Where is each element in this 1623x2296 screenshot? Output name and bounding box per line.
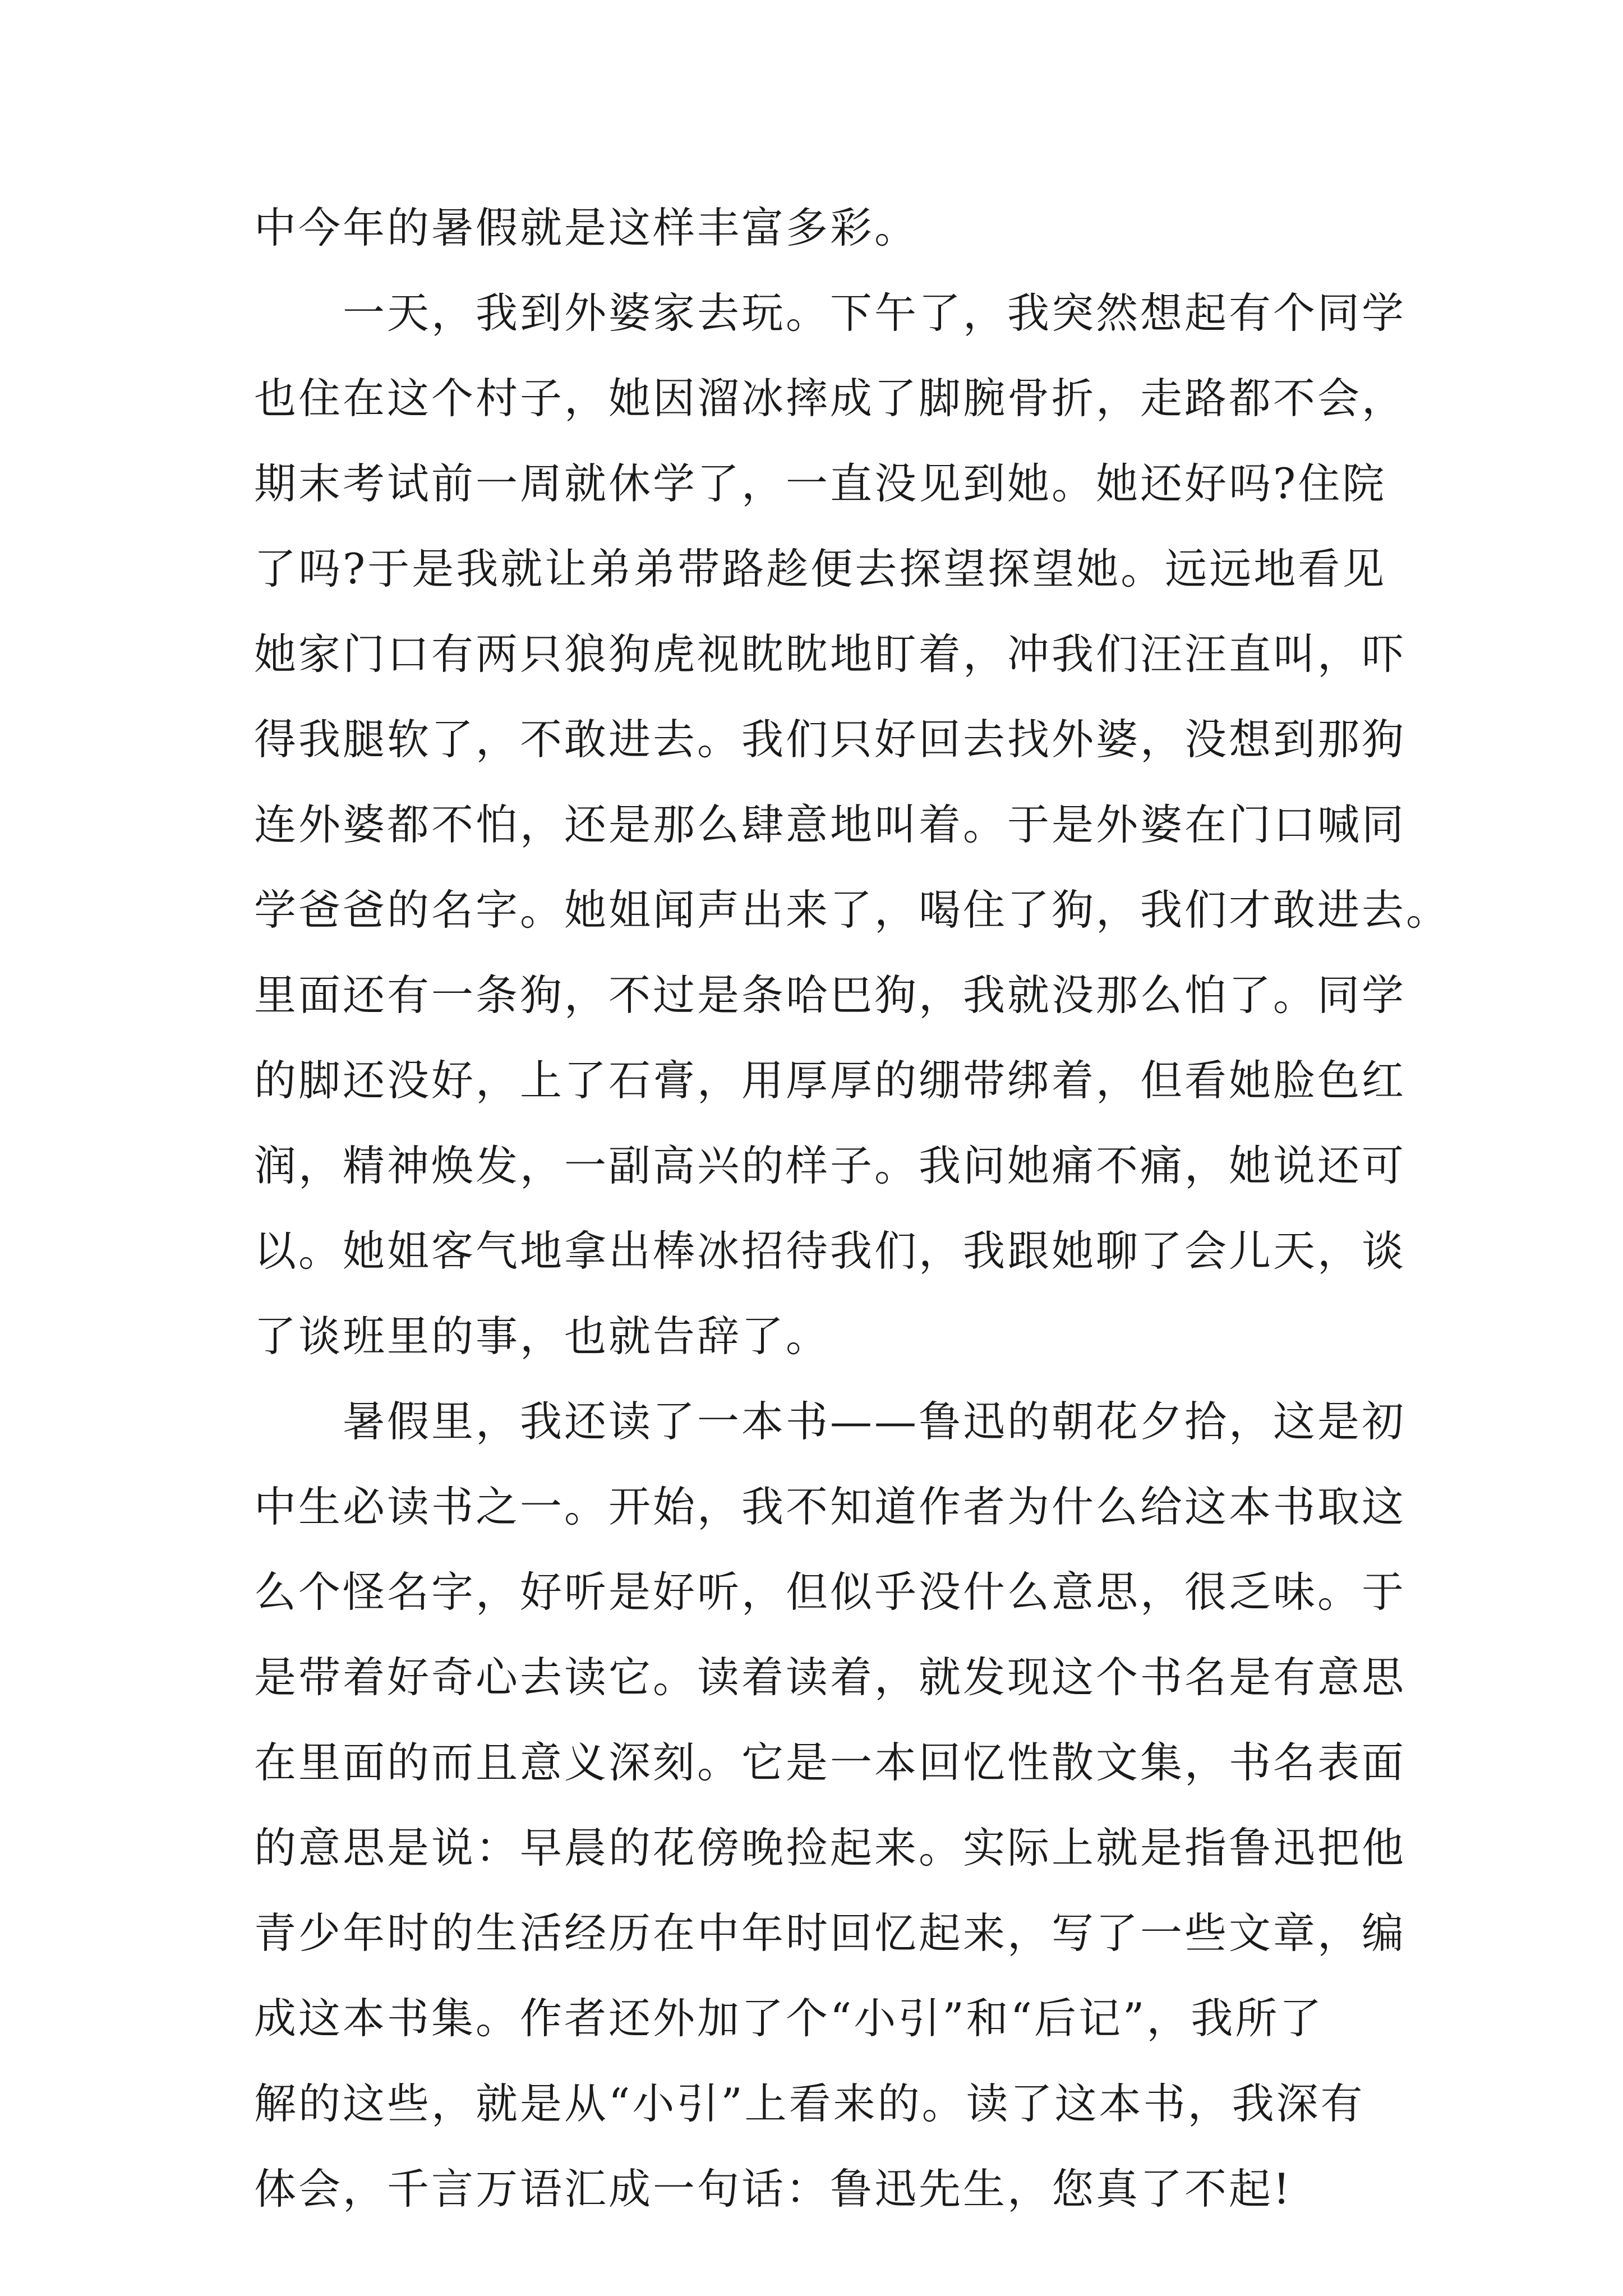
text-line: 一天，我到外婆家去玩。下午了，我突然想起有个同学 [254,288,1407,338]
paragraph-1 [254,185,1387,270]
text-line: 润，精神焕发，一副高兴的样子。我问她痛不痛，她说还可 [254,1141,1407,1190]
text-line: 青少年时的生活经历在中年时回忆起来，写了一些文章，编 [254,1908,1407,1958]
text-line: 她家门口有两只狼狗虎视眈眈地盯着，冲我们汪汪直叫，吓 [254,629,1407,679]
text-line: 中今年的暑假就是这样丰富多彩。 [254,203,919,252]
text-line: 的脚还没好，上了石膏，用厚厚的绷带绑着，但看她脸色红 [254,1056,1407,1105]
text-line: 暑假里，我还读了一本书——鲁迅的朝花夕拾，这是初 [254,1397,1407,1446]
text-line: 里面还有一条狗，不过是条哈巴狗，我就没那么怕了。同学 [254,970,1407,1020]
text-line: 解的这些，就是从“小引”上看来的。读了这本书，我深有 [254,2079,1365,2128]
text-line: 期末考试前一周就休学了，一直没见到她。她还好吗?住院 [254,459,1387,508]
text-line: 了吗?于是我就让弟弟带路趁便去探望探望她。远远地看见 [254,544,1387,593]
text-line: 连外婆都不怕，还是那么肆意地叫着。于是外婆在门口喊同 [254,800,1407,849]
text-line: 以。她姐客气地拿出棒冰招待我们，我跟她聊了会儿天，谈 [254,1226,1407,1276]
text-line: 也住在这个村子，她因溜冰摔成了脚腕骨折，走路都不会， [254,374,1407,423]
text-line: 中生必读书之一。开始，我不知道作者为什么给这本书取这 [254,1482,1407,1531]
text-line: 是带着好奇心去读它。读着读着，就发现这个书名是有意思 [254,1653,1407,1702]
paragraph-2 [254,270,1451,1379]
text-line: 的意思是说：早晨的花傍晚捡起来。实际上就是指鲁迅把他 [254,1823,1407,1872]
paragraph-3 [254,1379,1407,2231]
text-line: 么个怪名字，好听是好听，但似乎没什么意思，很乏味。于 [254,1567,1407,1617]
document-body [254,185,1451,2231]
text-line: 得我腿软了，不敢进去。我们只好回去找外婆，没想到那狗 [254,715,1407,764]
text-line: 了谈班里的事，也就告辞了。 [254,1312,831,1361]
text-line: 学爸爸的名字。她姐闻声出来了，喝住了狗，我们才敢进去。 [254,885,1451,935]
text-line: 成这本书集。作者还外加了个“小引”和“后记”，我所了 [254,1994,1324,2043]
text-line: 体会，千言万语汇成一句话：鲁迅先生，您真了不起! [254,2164,1293,2214]
text-line: 在里面的而且意义深刻。它是一本回忆性散文集，书名表面 [254,1738,1407,1787]
